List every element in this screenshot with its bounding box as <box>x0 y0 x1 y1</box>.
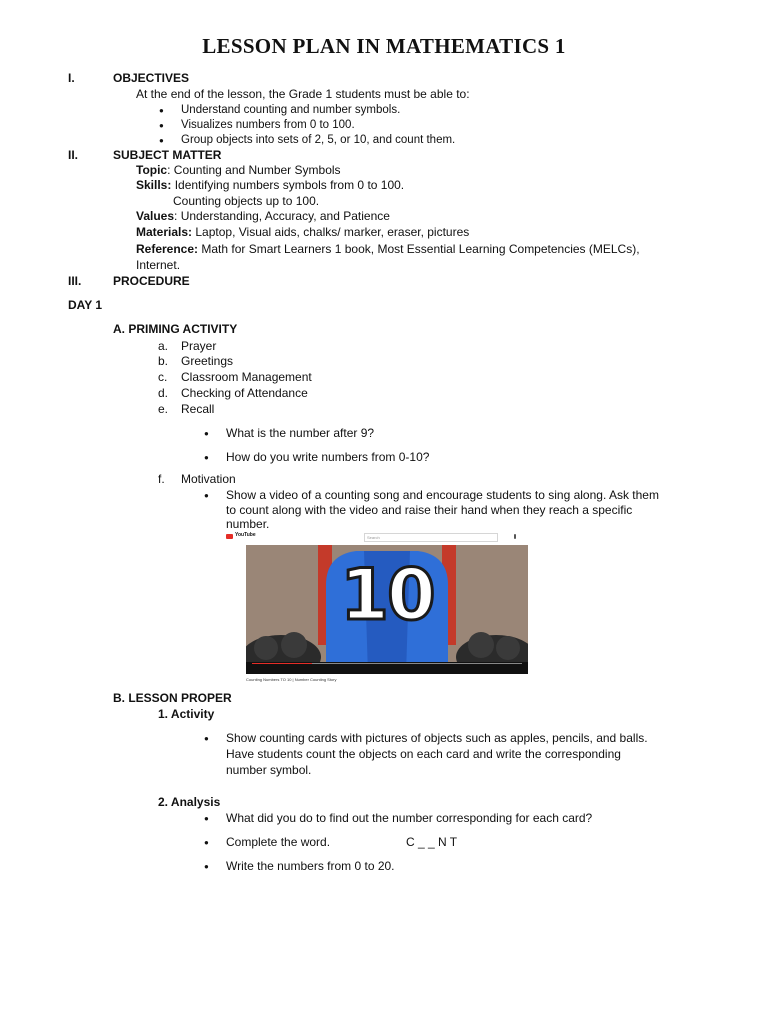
materials-line: Materials: Laptop, Visual aids, chalks/ marker, eraser, pictures <box>136 225 470 239</box>
priming-letter: c. <box>158 370 168 384</box>
values-line: Values: Understanding, Accuracy, and Patience <box>136 209 390 223</box>
motivation-label: Motivation <box>181 472 236 486</box>
priming-item: Prayer <box>181 339 217 353</box>
priming-letter: a. <box>158 339 169 353</box>
priming-item: Checking of Attendance <box>181 386 308 400</box>
activity-text: ● Show counting cards with pictures of objects such as apples, pencils, and balls. <box>226 731 648 746</box>
objective-item: ● Visualizes numbers from 0 to 100. <box>181 118 355 133</box>
priming-letter: e. <box>158 402 169 416</box>
lesson-heading: B. LESSON PROPER <box>113 691 232 705</box>
recall-item: ● What is the number after 9? <box>226 426 374 441</box>
activity-heading: 1. Activity <box>158 707 215 721</box>
objective-item: ● Group objects into sets of 2, 5, or 10, and count them. <box>181 133 455 148</box>
motivation-text: to count along with the video and raise their hand when they reach a specific <box>226 503 633 517</box>
youtube-logo: YouTube <box>235 532 256 538</box>
priming-heading: A. PRIMING ACTIVITY <box>113 322 238 336</box>
reference-line: Reference: Math for Smart Learners 1 book, Most Essential Learning Competencies (MELCs), <box>136 242 640 256</box>
objectives-intro: At the end of the lesson, the Grade 1 students must be able to: <box>136 87 470 101</box>
analysis-item: ● Complete the word. <box>226 835 330 850</box>
youtube-logo-icon <box>226 534 233 539</box>
procedure-heading: PROCEDURE <box>113 274 190 288</box>
video-caption: Counting Numbers TO 10 | Number Counting Story <box>246 677 337 682</box>
motivation-text: number. <box>226 517 270 531</box>
day-heading: DAY 1 <box>68 298 103 312</box>
topic-line: Topic: Counting and Number Symbols <box>136 163 341 177</box>
youtube-header <box>224 531 529 544</box>
skills-line: Skills: Identifying numbers symbols from 0 to 100. <box>136 178 405 192</box>
section-number: II. <box>68 148 79 162</box>
priming-item: Recall <box>181 402 215 416</box>
reference-line-2: Internet. <box>136 258 181 272</box>
skills-line-2: Counting objects up to 100. <box>173 194 320 208</box>
youtube-search-input[interactable]: Search <box>364 533 498 542</box>
section-number: III. <box>68 274 82 288</box>
priming-letter: f. <box>158 472 165 486</box>
priming-letter: d. <box>158 386 169 400</box>
activity-text: number symbol. <box>226 763 312 777</box>
analysis-item: ● What did you do to find out the number corresponding for each card? <box>226 811 592 826</box>
mic-icon <box>514 534 516 539</box>
video-player[interactable] <box>246 545 528 674</box>
priming-item: Classroom Management <box>181 370 312 384</box>
recall-item: ● How do you write numbers from 0-10? <box>226 450 429 465</box>
priming-letter: b. <box>158 354 169 368</box>
analysis-item: ● Write the numbers from 0 to 20. <box>226 859 395 874</box>
priming-item: Greetings <box>181 354 234 368</box>
objective-item: ● Understand counting and number symbols. <box>181 103 400 118</box>
analysis-heading: 2. Analysis <box>158 795 221 809</box>
activity-text: Have students count the objects on each card and write the corresponding <box>226 747 621 761</box>
video-number: 10 <box>340 554 434 636</box>
page-title: LESSON PLAN IN MATHEMATICS 1 <box>202 34 566 58</box>
objectives-heading: OBJECTIVES <box>113 71 190 85</box>
section-number: I. <box>68 71 75 85</box>
motivation-text: ● Show a video of a counting song and encourage students to sing along. Ask them <box>226 488 659 503</box>
subject-heading: SUBJECT MATTER <box>113 148 222 162</box>
word-blank: C _ _ N T <box>406 835 458 849</box>
